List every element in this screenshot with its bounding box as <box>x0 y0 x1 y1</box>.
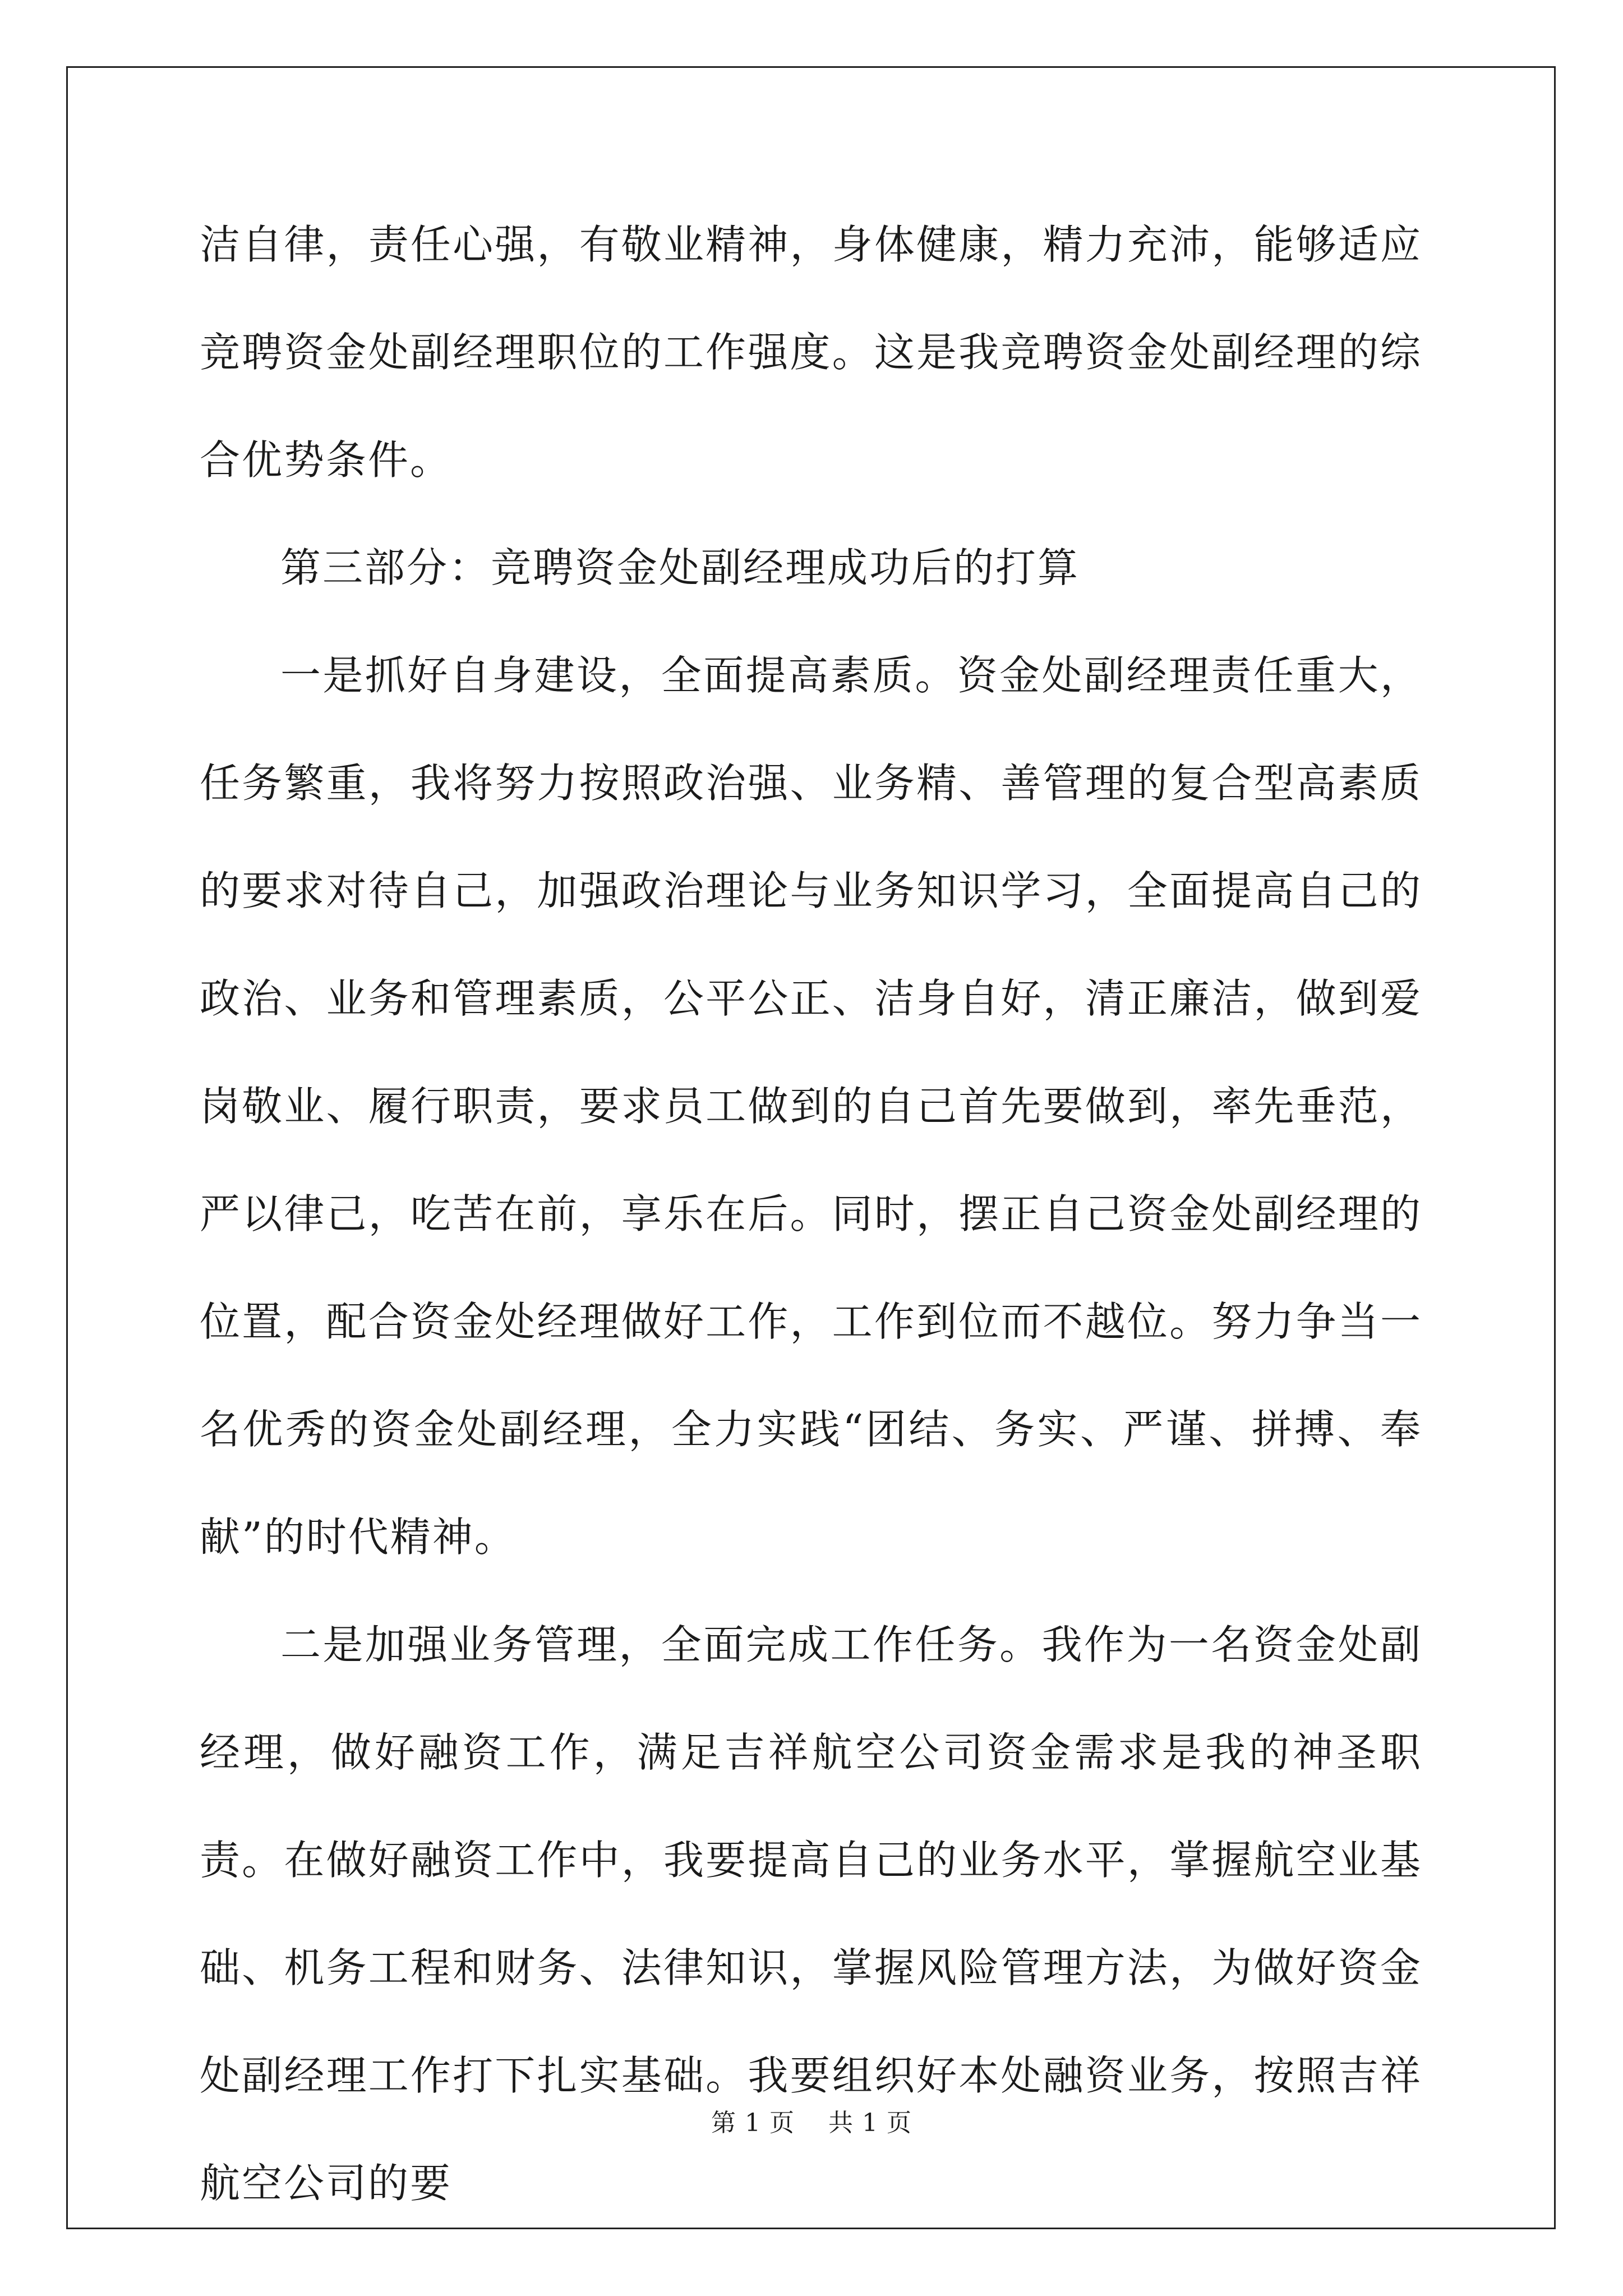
paragraph-2: 一是抓好自身建设，全面提高素质。资金处副经理责任重大，任务繁重，我将努力按照政治强、业务精、善管理的复合型高素质的要求对待自己，加强政治理论与业务知识学习，全面提高自己的政治、业务和管理素质，公平公正、洁身自好，清正廉洁，做到爱岗敬业、履行职责，要求员工做到的自己首先要做到，率先垂范，严以律己，吃苦在前，享乐在后。同时，摆正自己资金处副经理的位置，配合资金处经理做好工作，工作到位而不越位。努力争当一名优秀的资金处副经理，全力实践“团结、务实、严谨、拼搏、奉献”的时代精神。 <box>200 652 1422 1561</box>
paragraph-1: 洁自律，责任心强，有敬业精神，身体健康，精力充沛，能够适应竞聘资金处副经理职位的工作强度。这是我竞聘资金处副经理的综合优势条件。 <box>200 221 1422 484</box>
document-body <box>200 191 1422 2237</box>
paragraph-3: 二是加强业务管理，全面完成工作任务。我作为一名资金处副经理，做好融资工作，满足吉祥航空公司资金需求是我的神圣职责。在做好融资工作中，我要提高自己的业务水平，掌握航空业基础、机务工程和财务、法律知识，掌握风险管理方法，为做好资金处副经理工作打下扎实基础。我要组织好本处融资业务，按照吉祥航空公司的要 <box>200 1621 1422 2207</box>
page-footer <box>0 2102 1623 2138</box>
page-total: 共 1 页 <box>828 2109 912 2137</box>
section-heading: 第三部分：竞聘资金处副经理成功后的打算 <box>280 544 1080 591</box>
page-number: 第 1 页 <box>711 2109 795 2137</box>
